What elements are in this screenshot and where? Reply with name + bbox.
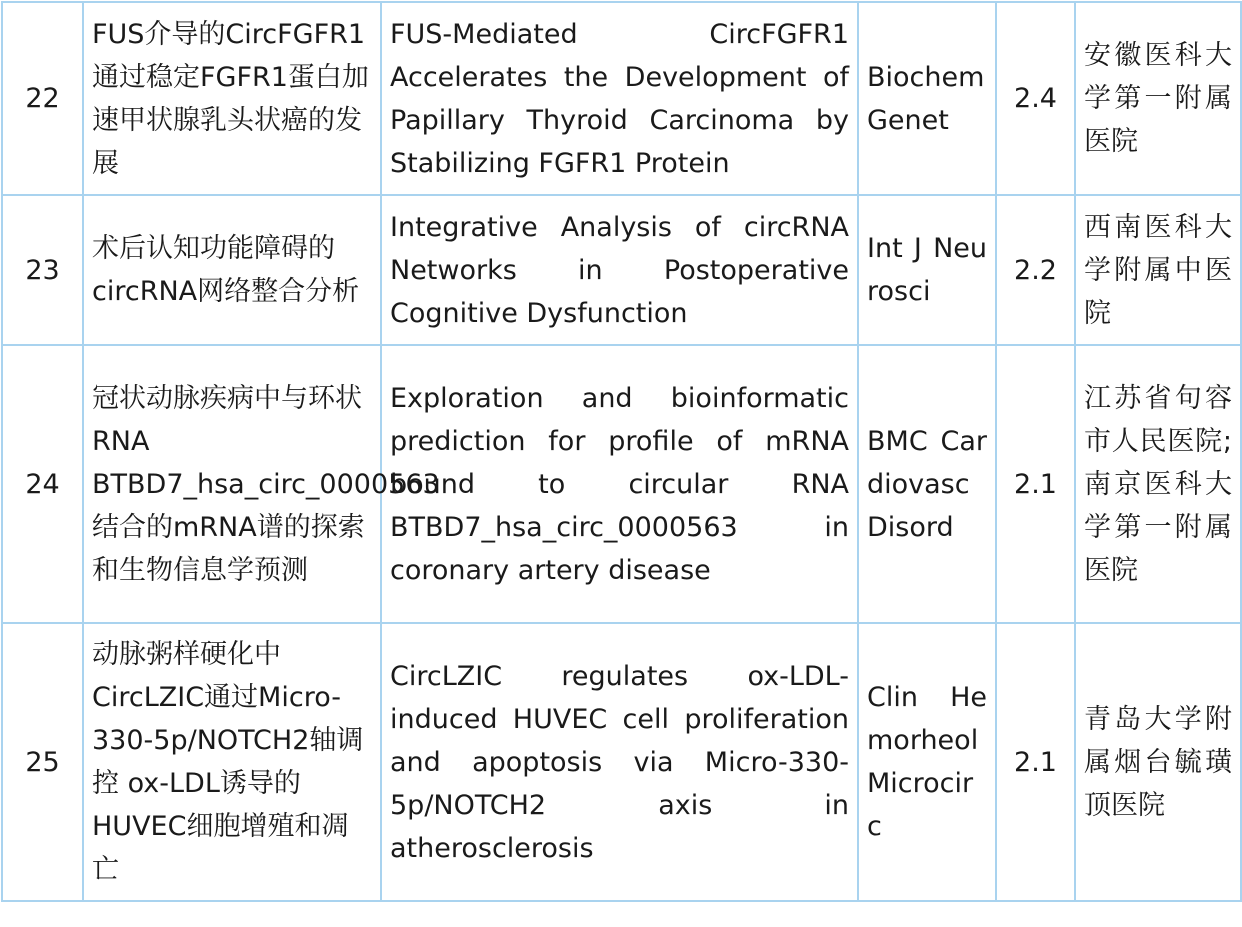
institution: 安徽医科大学第一附属医院 — [1075, 2, 1241, 195]
institution: 江苏省句容市人民医院; 南京医科大学第一附属医院 — [1075, 345, 1241, 623]
table-row — [2, 2, 1241, 195]
impact-factor: 2.4 — [996, 2, 1075, 195]
title-chinese: 动脉粥样硬化中CircLZIC通过Micro-330-5p/NOTCH2轴调控 ox-LDL诱导的HUVEC细胞增殖和凋亡 — [83, 623, 381, 901]
journal-name: Biochem Genet — [858, 2, 996, 195]
row-number: 24 — [2, 345, 83, 623]
title-english: CircLZIC regulates ox-LDL-induced HUVEC cell proliferation and apoptosis via Micro-330-5p/NOTCH2 axis in atherosclerosis — [381, 623, 858, 901]
papers-table — [1, 1, 1242, 902]
row-number: 22 — [2, 2, 83, 195]
table-row — [2, 345, 1241, 623]
institution: 西南医科大学附属中医院 — [1075, 195, 1241, 345]
journal-name: Int J Neurosci — [858, 195, 996, 345]
table-row — [2, 195, 1241, 345]
journal-name: Clin Hemorheol Microcirc — [858, 623, 996, 901]
table-row — [2, 623, 1241, 901]
impact-factor: 2.1 — [996, 623, 1075, 901]
row-number: 23 — [2, 195, 83, 345]
impact-factor: 2.2 — [996, 195, 1075, 345]
institution: 青岛大学附属烟台毓璜顶医院 — [1075, 623, 1241, 901]
title-chinese: 术后认知功能障碍的circRNA网络整合分析 — [83, 195, 381, 345]
title-chinese: 冠状动脉疾病中与环状RNA BTBD7_hsa_circ_0000563结合的mRNA谱的探索和生物信息学预测 — [83, 345, 381, 623]
title-english: FUS-Mediated CircFGFR1 Accelerates the Development of Papillary Thyroid Carcinoma by Stabilizing FGFR1 Protein — [381, 2, 858, 195]
title-english: Exploration and bioinformatic prediction for profile of mRNA bound to circular RNA BTBD7_hsa_circ_0000563 in coronary artery disease — [381, 345, 858, 623]
row-number: 25 — [2, 623, 83, 901]
journal-name: BMC Cardiovasc Disord — [858, 345, 996, 623]
title-chinese: FUS介导的CircFGFR1通过稳定FGFR1蛋白加速甲状腺乳头状癌的发展 — [83, 2, 381, 195]
title-english: Integrative Analysis of circRNA Networks in Postoperative Cognitive Dysfunction — [381, 195, 858, 345]
impact-factor: 2.1 — [996, 345, 1075, 623]
